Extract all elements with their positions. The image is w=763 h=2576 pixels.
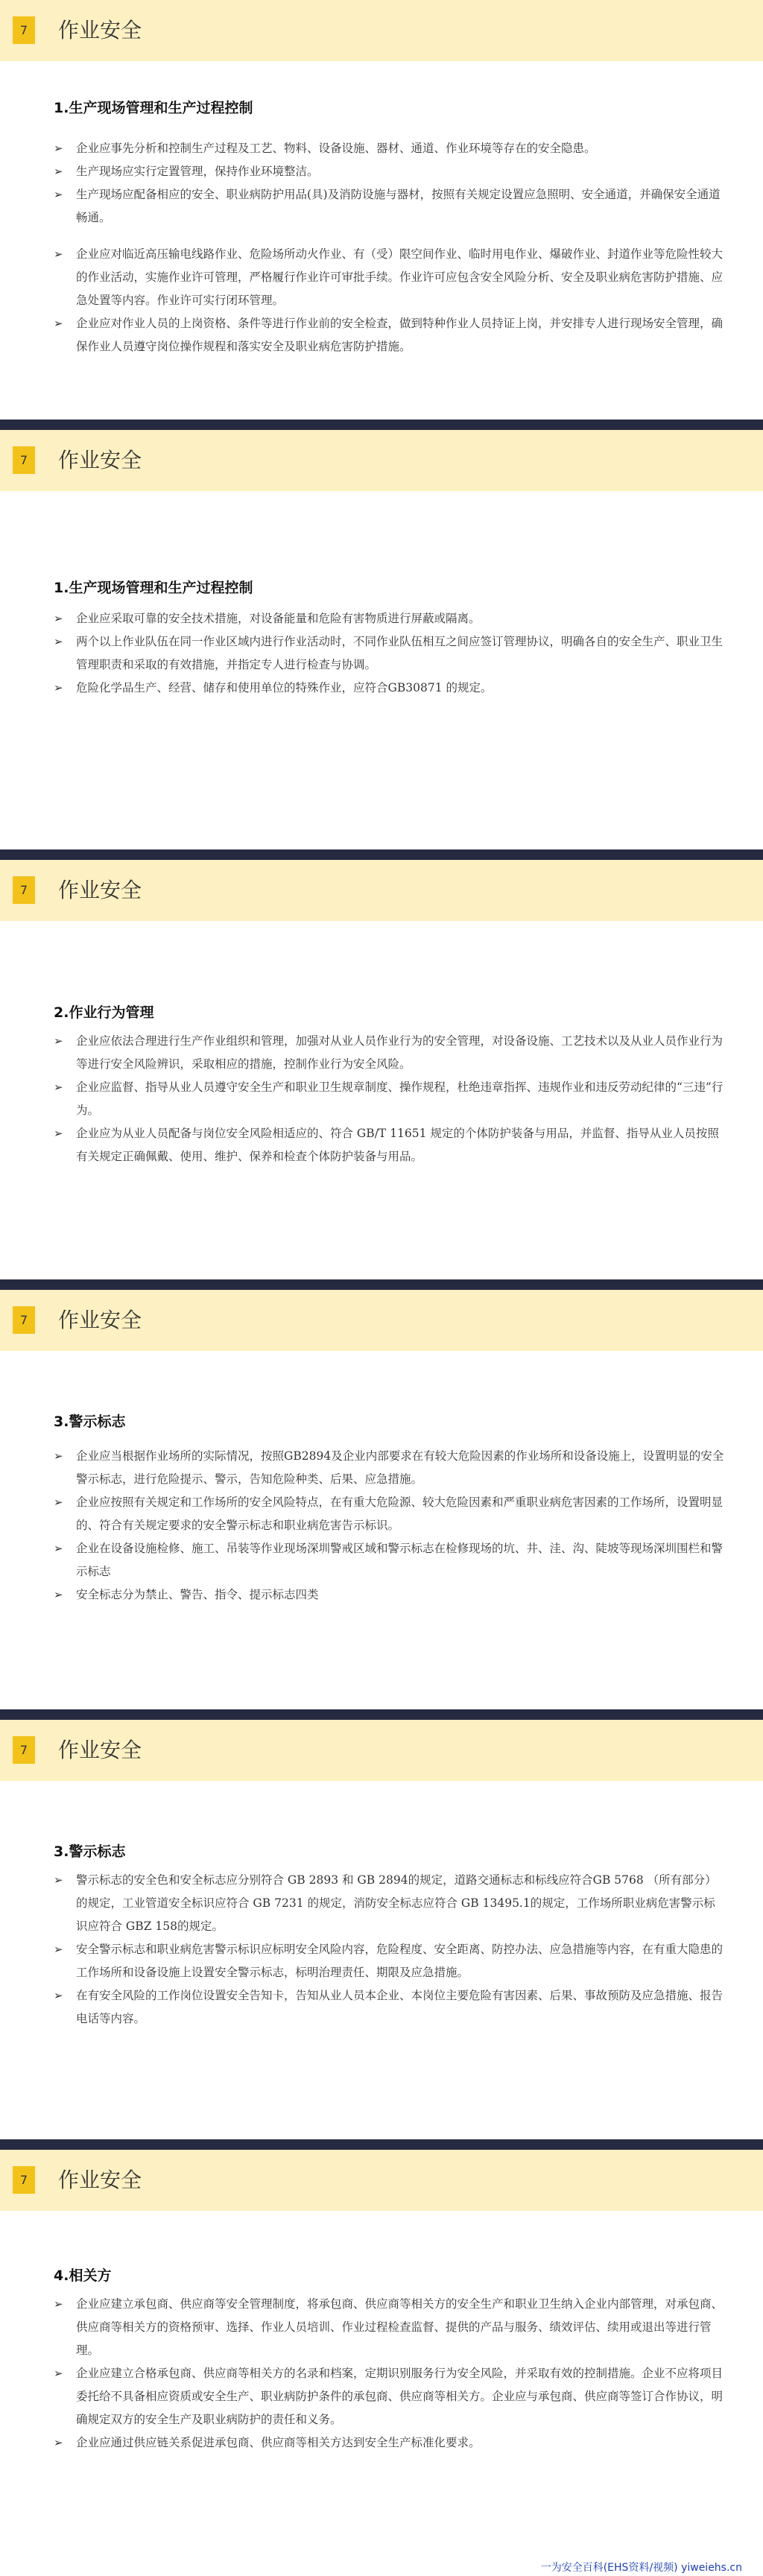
list-item — [54, 2362, 724, 2431]
list-item — [54, 1491, 724, 1537]
chapter-number-badge: 7 — [13, 16, 35, 44]
list-item-text: 企业应按照有关规定和工作场所的安全风险特点，在有重大危险源、较大危险因素和严重职业病危害因素的工作场所，设置明显的、符合有关规定要求的安全警示标志和职业病危害告示标识。 — [76, 1496, 724, 1532]
list-item-text: 企业应为从业人员配备与岗位安全风险相适应的、符合 GB/T 11651 规定的个体防护装备与用品，并监督、指导从业人员按照有关规定正确佩戴、使用、维护、保养和检查个体防护装备与用品。 — [76, 1127, 719, 1163]
list-item — [54, 2431, 724, 2455]
bullet-list — [54, 1445, 724, 1607]
chapter-number-badge: 7 — [13, 1736, 35, 1764]
list-item-text: 安全标志分为禁止、警告、指令、提示标志四类 — [76, 1588, 319, 1601]
arrow-bullet-icon: ➢ — [54, 681, 63, 694]
slide-header — [0, 1290, 763, 1351]
arrow-bullet-icon: ➢ — [54, 1989, 63, 2002]
list-item — [54, 2293, 724, 2362]
arrow-bullet-icon: ➢ — [54, 1588, 63, 1601]
slide-2 — [0, 430, 763, 849]
list-item-text: 企业应建立合格承包商、供应商等相关方的名录和档案，定期识别服务行为安全风险，并采取有效的控制措施。企业不应将项目委托给不具备相应资质或安全生产、职业病防护条件的承包商、供应商等相关方。企业应与承包商、供应商等签订合作协议，明确规定双方的安全生产及职业病防护的责任和义务。 — [76, 2367, 724, 2426]
arrow-bullet-icon: ➢ — [54, 2297, 63, 2311]
chapter-number-badge: 7 — [13, 876, 35, 904]
section-heading: 4.相关方 — [54, 2268, 112, 2284]
section-heading: 1.生产现场管理和生产过程控制 — [54, 580, 253, 596]
list-item-text: 生产现场应实行定置管理，保持作业环境整洁。 — [76, 165, 319, 178]
list-item-text: 警示标志的安全色和安全标志应分别符合 GB 2893 和 GB 2894的规定，道路交通标志和标线应符合GB 5768 （所有部分）的规定，工业管道安全标识应符合 GB 7231 的规定，消防安全标志应符合 GB 13495.1的规定，工作场所职业病危害警示标识应符合 GBZ 158的规定。 — [76, 1873, 717, 1933]
chapter-number-badge: 7 — [13, 446, 35, 474]
bullet-list — [54, 607, 724, 700]
arrow-bullet-icon: ➢ — [54, 1449, 63, 1463]
list-item-text: 企业在设备设施检修、施工、吊装等作业现场深圳警戒区域和警示标志在检修现场的坑、井、洼、沟、陡坡等现场深圳围栏和警示标志 — [76, 1542, 724, 1578]
arrow-bullet-icon: ➢ — [54, 2436, 63, 2449]
slide-title: 作业安全 — [58, 2168, 142, 2192]
list-item — [54, 1984, 724, 2031]
list-item — [54, 1537, 724, 1583]
list-item — [54, 137, 724, 160]
slide-header — [0, 1720, 763, 1781]
list-item-text: 企业应建立承包商、供应商等安全管理制度，将承包商、供应商等相关方的安全生产和职业卫生纳入企业内部管理，对承包商、供应商等相关方的资格预审、选择、作业人员培训、作业过程检查监督、提供的产品与服务、绩效评估、续用或退出等进行管理。 — [76, 2297, 724, 2357]
list-item — [54, 630, 724, 677]
list-item — [54, 1583, 724, 1607]
arrow-bullet-icon: ➢ — [54, 1080, 63, 1094]
bullet-list — [54, 2293, 724, 2455]
arrow-bullet-icon: ➢ — [54, 142, 63, 155]
slide-title: 作业安全 — [58, 1738, 142, 1762]
slide-1 — [0, 0, 763, 420]
slide-divider — [0, 420, 763, 430]
slide-5 — [0, 1720, 763, 2139]
slide-3 — [0, 860, 763, 1279]
list-item — [54, 1122, 724, 1168]
list-item — [54, 607, 724, 630]
footer-watermark: 一为安全百科(EHS资料/视频) yiweiehs.cn — [540, 2562, 742, 2574]
list-item-text: 企业应通过供应链关系促进承包商、供应商等相关方达到安全生产标准化要求。 — [76, 2436, 481, 2449]
list-item-text: 企业应依法合理进行生产作业组织和管理，加强对从业人员作业行为的安全管理，对设备设施、工艺技术以及从业人员作业行为等进行安全风险辨识，采取相应的措施，控制作业行为安全风险。 — [76, 1034, 724, 1071]
list-item — [54, 1869, 724, 1938]
section-heading: 1.生产现场管理和生产过程控制 — [54, 100, 253, 116]
list-item-text: 生产现场应配备相应的安全、职业病防护用品(具)及消防设施与器材，按照有关规定设置应急照明、安全通道，并确保安全通道畅通。 — [76, 188, 721, 224]
slide-header — [0, 2150, 763, 2211]
slide-4 — [0, 1290, 763, 1709]
arrow-bullet-icon: ➢ — [54, 635, 63, 648]
slide-title: 作业安全 — [58, 448, 142, 472]
list-item — [54, 312, 724, 358]
slide-title: 作业安全 — [58, 1308, 142, 1332]
arrow-bullet-icon: ➢ — [54, 1127, 63, 1140]
list-item-text: 企业应当根据作业场所的实际情况，按照GB2894及企业内部要求在有较大危险因素的作业场所和设备设施上，设置明显的安全警示标志，进行危险提示、警示，告知危险种类、后果、应急措施。 — [76, 1449, 724, 1486]
list-item-text: 企业应监督、指导从业人员遵守安全生产和职业卫生规章制度、操作规程，杜绝违章指挥、违规作业和违反劳动纪律的“三违”行为。 — [76, 1080, 724, 1117]
slide-title: 作业安全 — [58, 878, 142, 902]
list-item — [54, 183, 724, 230]
list-item — [54, 677, 724, 700]
arrow-bullet-icon: ➢ — [54, 1542, 63, 1555]
list-item-text: 企业应对临近高压输电线路作业、危险场所动火作业、有（受）限空间作业、临时用电作业、爆破作业、封道作业等危险性较大的作业活动，实施作业许可管理，严格履行作业许可审批手续。作业许可应包含安全风险分析、安全及职业病危害防护措施、应急处置等内容。作业许可实行闭环管理。 — [76, 247, 724, 307]
list-item-text: 企业应事先分析和控制生产过程及工艺、物料、设备设施、器材、通道、作业环境等存在的安全隐患。 — [76, 142, 596, 155]
arrow-bullet-icon: ➢ — [54, 1873, 63, 1887]
list-item — [54, 1076, 724, 1122]
list-item — [54, 160, 724, 183]
list-item — [54, 243, 724, 312]
list-item — [54, 1030, 724, 1076]
chapter-number-badge: 7 — [13, 2166, 35, 2194]
slide-header — [0, 860, 763, 921]
list-item — [54, 1445, 724, 1491]
list-item — [54, 1938, 724, 1984]
bullet-list — [54, 137, 724, 358]
slide-divider — [0, 1709, 763, 1720]
list-item-text: 两个以上作业队伍在同一作业区域内进行作业活动时，不同作业队伍相互之间应签订管理协议，明确各自的安全生产、职业卫生管理职责和采取的有效措施，并指定专人进行检查与协调。 — [76, 635, 724, 671]
section-heading: 2.作业行为管理 — [54, 1004, 154, 1021]
bullet-list — [54, 1869, 724, 2031]
slide-header — [0, 0, 763, 61]
slide-title: 作业安全 — [58, 18, 142, 42]
arrow-bullet-icon: ➢ — [54, 188, 63, 201]
list-item-text: 在有安全风险的工作岗位设置安全告知卡，告知从业人员本企业、本岗位主要危险有害因素、后果、事故预防及应急措施、报告电话等内容。 — [76, 1989, 724, 2025]
arrow-bullet-icon: ➢ — [54, 1943, 63, 1956]
chapter-number-badge: 7 — [13, 1306, 35, 1334]
slide-header — [0, 430, 763, 491]
list-item-text: 危险化学品生产、经营、储存和使用单位的特殊作业，应符合GB30871 的规定。 — [76, 681, 493, 694]
arrow-bullet-icon: ➢ — [54, 247, 63, 261]
section-heading: 3.警示标志 — [54, 1844, 126, 1860]
arrow-bullet-icon: ➢ — [54, 1496, 63, 1509]
arrow-bullet-icon: ➢ — [54, 165, 63, 178]
slide-divider — [0, 849, 763, 860]
bullet-list — [54, 1030, 724, 1168]
arrow-bullet-icon: ➢ — [54, 2367, 63, 2380]
list-item-text: 安全警示标志和职业病危害警示标识应标明安全风险内容，危险程度、安全距离、防控办法、应急措施等内容，在有重大隐患的工作场所和设备设施上设置安全警示标志，标明治理责任、期限及应急措施。 — [76, 1943, 724, 1979]
list-item-text: 企业应对作业人员的上岗资格、条件等进行作业前的安全检查，做到特种作业人员持证上岗，并安排专人进行现场安全管理，确保作业人员遵守岗位操作规程和落实安全及职业病危害防护措施。 — [76, 317, 724, 353]
slide-divider — [0, 1279, 763, 1290]
slide-divider — [0, 2139, 763, 2150]
section-heading: 3.警示标志 — [54, 1414, 126, 1430]
arrow-bullet-icon: ➢ — [54, 612, 63, 625]
slide-6 — [0, 2150, 763, 2576]
list-item-text: 企业应采取可靠的安全技术措施，对设备能量和危险有害物质进行屏蔽或隔离。 — [76, 612, 481, 625]
arrow-bullet-icon: ➢ — [54, 1034, 63, 1048]
arrow-bullet-icon: ➢ — [54, 317, 63, 330]
